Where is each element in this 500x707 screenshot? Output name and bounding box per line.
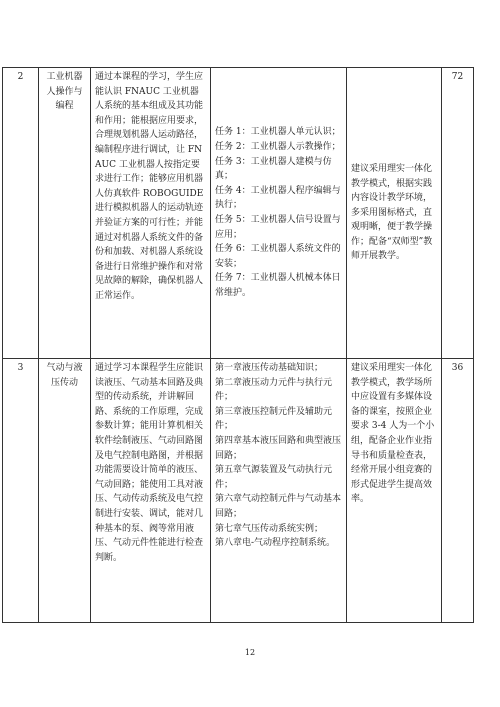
task-item: 第二章液压动力元件与执行元件； <box>215 377 333 403</box>
task-item: 第七章气压传动系统实例； <box>215 523 324 534</box>
table-row <box>3 359 474 623</box>
task-item: 第一章液压传动基础知识； <box>215 363 324 373</box>
row-number: 3 <box>3 359 39 623</box>
course-goal: 通过学习本课程学生应能识读液压、气动基本回路及典型的传动系统，并讲解回路、系统的工作原理，完成参数计算；能用计算机相关软件绘制液压、气动回路图及电气控制电路图，并根据功能需要设计简单的液压、气动回路；能使用工具对液压、气动传动系统及电气控制进行安装、调试，能对几种基本的泵、阀等常用液压、气动元件性能进行检查判断。 <box>91 359 211 623</box>
task-item: 任务 1：工业机器人单元认识； <box>215 127 341 138</box>
task-item: 任务 4：工业机器人程序编辑与执行； <box>215 185 341 211</box>
task-item: 第三章液压控制元件及辅助元件； <box>215 406 333 432</box>
task-item: 任务 6：工业机器人系统文件的安装； <box>215 244 341 269</box>
page-number: 12 <box>244 648 256 657</box>
teaching-advice: 建议采用理实一体化教学模式，根据实践内容设计教学环境，多采用图标格式，直观明晰，便于教学操作；配备“双师型”教师开展教学。 <box>347 68 442 359</box>
task-list <box>211 359 347 623</box>
course-hours: 36 <box>442 359 474 623</box>
task-item: 第四章基本液压回路和典型液压回路； <box>215 435 342 461</box>
task-item: 任务 2：工业机器人示教操作； <box>215 142 341 153</box>
task-item: 第八章电-气动程序控制系统。 <box>215 538 336 549</box>
task-item: 第六章气动控制元件与气动基本回路； <box>215 494 342 519</box>
task-item: 任务 7：工业机器人机械本体日常维护。 <box>215 273 341 298</box>
course-name: 工业机器人操作与编程 <box>39 68 91 359</box>
course-goal: 通过本课程的学习，学生应能认识 FNAUC 工业机器人系统的基本组成及其功能和作用；能根据应用要求，合理规划机器人运动路径，编制程序进行调试，让 FNAUC 工业机器人按指定要求进行工作；能够应用机器人仿真软件 ROBOGUIDE 进行模拟机器人的运动轨迹并验证方案的可行性；并能通过对机器人系统文件的备份和加载、对机器人系统设备进行日常维护操作和对常见故障的解除，确保机器人正常运作。 <box>91 68 211 359</box>
row-number: 2 <box>3 68 39 359</box>
task-item: 第五章气源装置及气动执行元件； <box>215 465 333 490</box>
table-row <box>3 68 474 359</box>
curriculum-table <box>2 67 474 623</box>
task-list <box>211 68 347 359</box>
teaching-advice: 建议采用理实一体化教学模式，教学场所中应设置有多媒体设备的课室，按照企业要求 3-4 人为一个小组，配备企业作业指导书和质量检查表，经常开展小组竞赛的形式促进学生提高效率。 <box>347 359 442 623</box>
course-name: 气动与液压传动 <box>39 359 91 623</box>
task-item: 任务 3：工业机器人建模与仿真； <box>215 156 332 182</box>
task-item: 任务 5：工业机器人信号设置与应用； <box>215 215 341 240</box>
course-hours: 72 <box>442 68 474 359</box>
